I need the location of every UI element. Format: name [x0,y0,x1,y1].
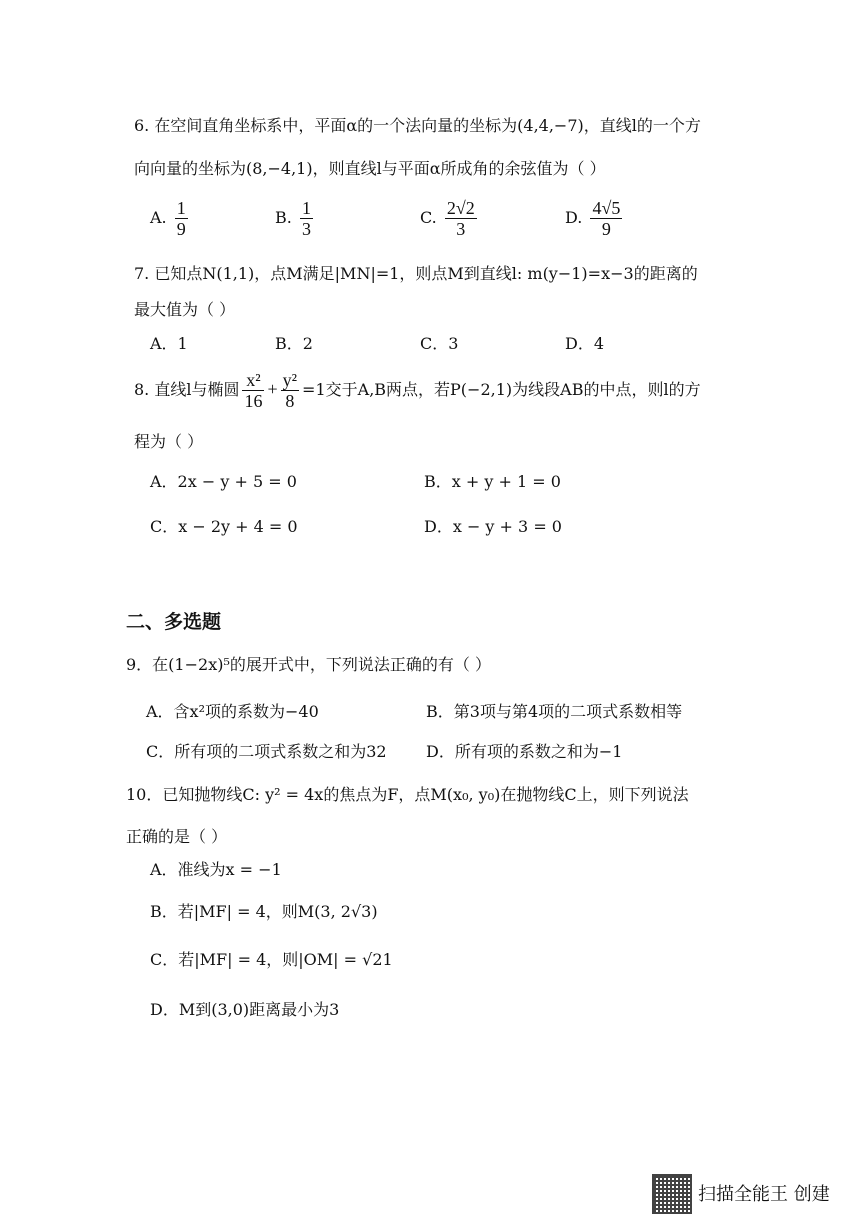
q9-option-c: C．所有项的二项式系数之和为32 [146,742,387,761]
q9-option-a: A．含x²项的系数为−40 [146,702,319,721]
q6-option-b [275,198,316,239]
fraction-y2-8: $\frac{\text{y²}}{8}$ [282,370,298,411]
fraction: $\frac{2√2}{3}$ [446,198,475,239]
q8-option-a: A．2x − y + 5 = 0 [150,472,297,491]
q9-option-d: D．所有项的系数之和为−1 [426,742,623,761]
q8-post: =1交于A,B两点，若P(−2,1)为线段AB的中点，则l的方 [302,380,701,399]
q8-option-c: C．x − 2y + 4 = 0 [150,517,298,536]
q10-option-b: B．若|MF| = 4，则M(3, 2√3) [150,902,378,921]
fraction-x2-16: $\frac{\text{x²}}{16}$ [244,370,263,411]
q7-option-a: A．1 [150,334,188,353]
q7-stem-line2: 最大值为（ ） [134,300,236,319]
q10-option-c: C．若|MF| = 4，则|OM| = √21 [150,950,393,969]
q9-stem-line1: 9．在(1−2x)⁵的展开式中，下列说法正确的有（ ） [126,655,491,674]
scanner-watermark: 扫描全能王 创建 [698,1184,830,1205]
q6-option-a [150,198,191,239]
plus-sign: + [267,379,278,399]
q10-stem-line2: 正确的是（ ） [126,827,228,846]
q8-option-d: D．x − y + 3 = 0 [424,517,562,536]
option-label: C. [420,208,437,227]
q8-option-b: B．x + y + 1 = 0 [424,472,561,491]
fraction: $\frac{4√5}{9}$ [592,198,621,239]
q10-option-a: A．准线为x = −1 [150,860,282,879]
q9-option-b: B．第3项与第4项的二项式系数相等 [426,702,683,721]
q6-option-d [565,198,625,239]
q8-stem-line2: 程为（ ） [134,432,204,451]
q7-option-c: C．3 [420,334,459,353]
q8-stem-line1 [134,370,701,411]
q6-stem-line1: 6. 在空间直角坐标系中，平面α的一个法向量的坐标为(4,4,−7)，直线l的一个方 [134,116,701,135]
q7-option-b: B．2 [275,334,313,353]
q8-pre: 8. 直线l与椭圆 [134,380,240,399]
fraction: $\frac{1}{9}$ [176,198,186,239]
fraction: $\frac{1}{3}$ [301,198,311,239]
option-label: A. [150,208,167,227]
section-heading: 二、多选题 [126,611,222,633]
option-label: B. [275,208,292,227]
q6-option-c [420,198,480,239]
qr-code-icon [652,1174,692,1214]
q10-option-d: D．M到(3,0)距离最小为3 [150,1000,340,1019]
q7-option-d: D．4 [565,334,605,353]
option-label: D. [565,208,583,227]
q10-stem-line1: 10．已知抛物线C: y² = 4x的焦点为F，点M(x₀, y₀)在抛物线C上，则下列说法 [126,785,689,804]
q6-stem-line2: 向向量的坐标为(8,−4,1)，则直线l与平面α所成角的余弦值为（ ） [134,159,606,178]
q7-stem-line1: 7. 已知点N(1,1)，点M满足|MN|=1，则点M到直线l: m(y−1)=x−3的距离的 [134,264,698,283]
